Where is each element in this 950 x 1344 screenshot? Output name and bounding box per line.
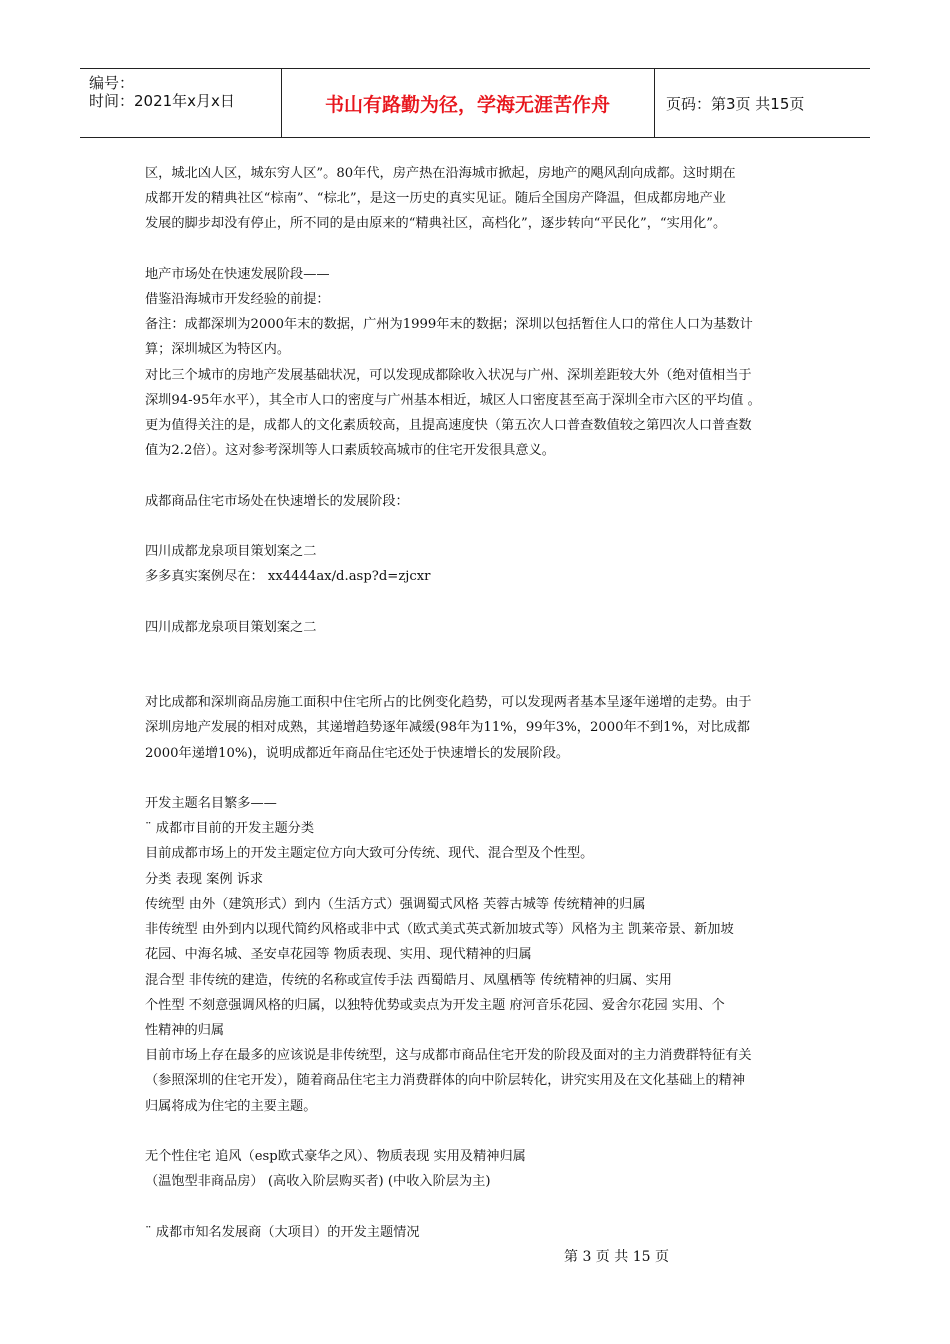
blank-line [145, 766, 810, 791]
text-line: 目前市场上存在最多的应该说是非传统型，这与成都市商品住宅开发的阶段及面对的主力消费群特征有关 [145, 1048, 752, 1064]
blank-line [145, 640, 810, 665]
text-line: 算；深圳城区为特区内。 [145, 342, 291, 358]
text-line: 非传统型 由外到内以现代简约风格或非中式（欧式美式英式新加坡式等）风格为主 凯莱帝景、新加坡 [145, 922, 734, 938]
text-line: 地产市场处在快速发展阶段—— [145, 266, 330, 282]
text-line: 更为值得关注的是，成都人的文化素质较高，且提高速度快（第五次人口普查数值较之第四次人口普查数 [145, 418, 752, 434]
text-line: 发展的脚步却没有停止，所不同的是由原来的“精典社区，高档化”，逐步转向“平民化”，“实用化”。 [145, 216, 727, 232]
page-footer: 第 3 页 共 15 页 [564, 1249, 669, 1265]
motto-text: 书山有路勤为径，学海无涯苦作舟 [324, 94, 610, 116]
text-line: ¨ 成都市知名发展商（大项目）的开发主题情况 [145, 1224, 420, 1240]
header-page-cell [655, 69, 870, 137]
blank-line [145, 589, 810, 614]
document-number-label: 编号： [89, 74, 135, 92]
text-line: 四川成都龙泉项目策划案之二 [145, 544, 317, 560]
blank-line [145, 1119, 810, 1144]
text-line: 对比成都和深圳商品房施工面积中住宅所占的比例变化趋势，可以发现两者基本呈逐年递增的走势。由于 [145, 695, 752, 711]
text-line: 备注：成都深圳为2000年末的数据，广州为1999年末的数据；深圳以包括暂住人口的常住人口为基数计 [145, 317, 753, 333]
blank-line [145, 237, 810, 262]
text-line: 花园、中海名城、圣安卓花园等 物质表现、实用、现代精神的归属 [145, 947, 532, 963]
text-line: 借鉴沿海城市开发经验的前提： [145, 292, 330, 308]
text-line: （温饱型非商品房） (高收入阶层购买者) (中收入阶层为主) [145, 1174, 491, 1190]
text-line: 深圳房地产发展的相对成熟，其递增趋势逐年减缓(98年为11%，99年3%，2000年不到1%，对比成都 [145, 720, 750, 736]
text-line: 开发主题名目繁多—— [145, 796, 277, 812]
text-line: 值为2.2倍）。这对参考深圳等人口素质较高城市的住宅开发很具意义。 [145, 443, 555, 459]
text-line: 2000年递增10%)，说明成都近年商品住宅还处于快速增长的发展阶段。 [145, 745, 570, 761]
text-line: 性精神的归属 [145, 1022, 225, 1038]
page-info: 页码：第3页 共15页 [666, 95, 805, 113]
text-line: 成都商品住宅市场处在快速增长的发展阶段： [145, 493, 409, 509]
text-line: 多多真实案例尽在： xx4444ax/d.asp?d=zjcxr [145, 569, 431, 585]
document-body [145, 161, 810, 1245]
blank-line [145, 1194, 810, 1219]
document-time-label: 时间：2021年x月x日 [89, 92, 235, 110]
text-line: 分类 表现 案例 诉求 [145, 871, 264, 887]
text-line: 区，城北凶人区，城东穷人区”。80年代，房产热在沿海城市掀起，房地产的飓风刮向成都。这时期在 [145, 166, 736, 181]
text-line: 无个性住宅 追风（esp欧式豪华之风）、物质表现 实用及精神归属 [145, 1148, 526, 1164]
text-line: 个性型 不刻意强调风格的归属，以独特优势或卖点为开发主题 府河音乐花园、爱舍尔花园 实用、个 [145, 997, 725, 1013]
header-meta-cell [80, 69, 282, 137]
page-header [80, 68, 870, 138]
text-line: 混合型 非传统的建造，传统的名称或宣传手法 西蜀皓月、凤凰栖等 传统精神的归属、实用 [145, 972, 672, 988]
text-line: 传统型 由外（建筑形式）到内（生活方式）强调蜀式风格 芙蓉古城等 传统精神的归属 [145, 896, 646, 912]
text-line: ¨ 成都市目前的开发主题分类 [145, 821, 315, 837]
text-line: （参照深圳的住宅开发），随着商品住宅主力消费群体的向中阶层转化，讲究实用及在文化基础上的精神 [145, 1073, 746, 1089]
text-line: 目前成都市场上的开发主题定位方向大致可分传统、现代、混合型及个性型。 [145, 846, 594, 862]
blank-line [145, 514, 810, 539]
blank-line [145, 463, 810, 488]
text-line: 四川成都龙泉项目策划案之二 [145, 619, 317, 635]
text-line: 成都开发的精典社区“棕南”、“棕北”，是这一历史的真实见证。随后全国房产降温，但成都房地产业 [145, 191, 726, 207]
header-motto-cell [281, 69, 655, 137]
text-line: 深圳94-95年水平），其全市人口的密度与广州基本相近，城区人口密度甚至高于深圳全市六区的平均值 。 [145, 392, 761, 408]
text-line: 对比三个城市的房地产发展基础状况，可以发现成都除收入状况与广州、深圳差距较大外（绝对值相当于 [145, 367, 752, 383]
text-line: 归属将成为住宅的主要主题。 [145, 1098, 317, 1114]
blank-line [145, 665, 810, 690]
